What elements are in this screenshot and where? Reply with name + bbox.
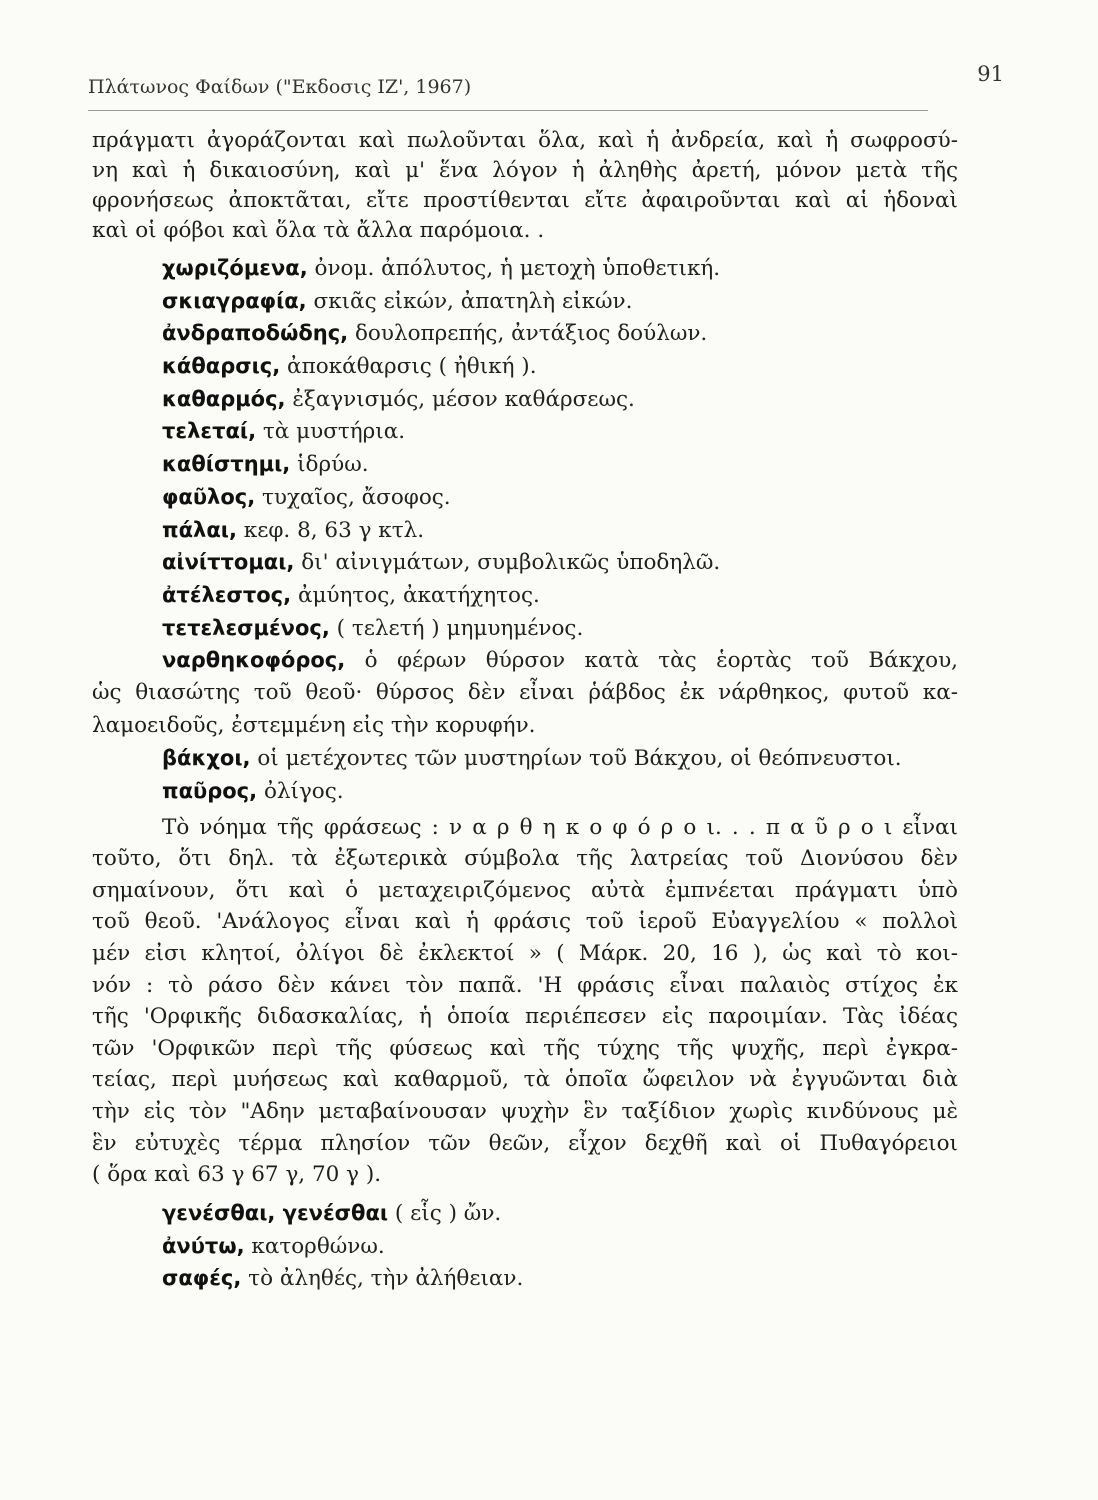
glossary-entry [92, 546, 958, 579]
entry-term: παῦρος, [162, 779, 258, 803]
entry-continuation-line: ὡς θιασώτης τοῦ θεοῦ· θύρσος δὲν εἶναι ῥάβδος ἐκ νάρθηκος, φυτοῦ κα- [92, 679, 958, 705]
glossary-entry [92, 317, 958, 350]
glossary-entry [92, 383, 958, 416]
text-line: ἓν εὐτυχὲς τέρμα πλησίον τῶν θεῶν, εἶχον δεχθῆ καὶ οἱ Πυθαγόρειοι [92, 1130, 958, 1156]
entry-term: καθίστημι, [162, 452, 291, 477]
intro-paragraph [92, 126, 958, 246]
entry-term: πάλαι, [162, 517, 237, 542]
glossary-entry [92, 644, 958, 677]
glossary-entry [92, 285, 958, 318]
running-header [88, 62, 1018, 108]
text-line: καὶ οἱ φόβοι καὶ ὅλα τὰ ἄλλα παρόμοια. . [92, 218, 545, 243]
text-line: τείας, περὶ μυήσεως καὶ καθαρμοῦ, τὰ ὁποῖα ὤφειλον νὰ ἐγγυῶνται διὰ [92, 1067, 958, 1093]
text-line: μέν εἰσι κλητοί, ὀλίγοι δὲ ἐκλεκτοί » ( Μάρκ. 20, 16 ), ὡς καὶ τὸ κοι- [92, 941, 958, 967]
entry-term: καθαρμός, [162, 386, 286, 411]
entry-definition: ἀποκάθαρσις ( ἠθική ). [287, 354, 537, 380]
text-line: σημαίνουν, ὅτι καὶ ὁ μεταχειριζόμενος αὐτὰ ἐμπνέεται πράγματι ὑπὸ [92, 877, 958, 903]
entry-definition: ( τελετή ) μημυημένος. [336, 615, 584, 641]
text-line: τῆς 'Ορφικῆς διδασκαλίας, ἡ ὁποία περιέπεσεν εἰς παροιμίαν. Τὰς ἰδέας [92, 1004, 958, 1030]
entry-definition: δι' αἰνιγμάτων, συμβολικῶς ὑποδηλῶ. [301, 550, 721, 576]
entry-term: κάθαρσις, [162, 354, 281, 379]
glossary-entries-final [92, 1197, 958, 1295]
glossary-entry [92, 579, 958, 612]
entry-definition: κατορθώνω. [251, 1233, 385, 1259]
glossary-entry [92, 1262, 958, 1295]
entry-term: σαφές, [162, 1266, 242, 1291]
entry-term: αἰνίττομαι, [162, 550, 295, 575]
entry-definition: τὸ ἀληθές, τὴν ἀλήθειαν. [248, 1266, 524, 1292]
page-number: 91 [977, 62, 1004, 86]
entry-term: τετελεσμένος, [162, 615, 330, 640]
glossary-entry [92, 514, 958, 547]
entry-definition: ὁ φέρων θύρσον κατὰ τὰς ἑορτὰς τοῦ Βάκχου, [364, 648, 958, 674]
header-rule [88, 110, 928, 111]
entry-term: ἀτέλεστος, [162, 582, 292, 607]
entry-definition: ἀμύητος, ἀκατήχητος. [297, 582, 540, 608]
glossary-entry [92, 612, 958, 645]
entry-term: φαῦλος, [162, 484, 256, 509]
entry-term: τελεταί, [162, 419, 257, 444]
text-line: ( ὅρα καὶ 63 γ 67 γ, 70 γ ). [92, 1162, 382, 1188]
entry-definition: ( εἷς ) ὤν. [394, 1200, 502, 1226]
entry-definition: τὰ μυστήρια. [262, 419, 406, 445]
text-line: τῶν 'Ορφικῶν περὶ τῆς φύσεως καὶ τῆς τύχης τῆς ψυχῆς, περὶ ἐγκρα- [92, 1035, 958, 1061]
glossary-entry [92, 252, 958, 285]
text-line: πράγματι ἀγοράζονται καὶ πωλοῦνται ὅλα, καὶ ἡ ἀνδρεία, καὶ ἡ σωφροσύ- [92, 128, 958, 153]
text-line: νόν : τὸ ράσο δὲν κάνει τὸν παπᾶ. 'Η φράσις εἶναι παλαιὸς στίχος ἐκ [92, 972, 958, 998]
entry-definition: ὀλίγος. [263, 779, 344, 804]
entry-continuation-line: λαμοειδοῦς, ἐστεμμένη εἰς τὴν κορυφήν. [92, 712, 536, 738]
running-title: Πλάτωνος Φαίδων ("Εκδοσις ΙΖ', 1967) [88, 76, 472, 98]
page-body [92, 126, 958, 1295]
glossary-entry [92, 481, 958, 514]
entry-definition: τυχαῖος, ἄσοφος. [262, 484, 451, 510]
entry-term: βάκχοι, [162, 746, 251, 771]
text-line: τὴν εἰς τὸν "Αδην μεταβαίνουσαν ψυχὴν ἓν ταξίδιον χωρὶς κινδύνους μὲ [92, 1099, 958, 1125]
entry-term: γενέσθαι, γενέσθαι [162, 1200, 389, 1225]
entry-term: ἀνύτω, [162, 1233, 245, 1258]
text-line: νη καὶ ἡ δικαιοσύνη, καὶ μ' ἕνα λόγον ἡ ἀληθὴς ἀρετή, μόνον μετὰ τῆς [92, 158, 958, 183]
text-line: Τὸ νόημα τῆς φράσεως : ν α ρ θ η κ ο φ ό ρ ο ι. . . π α ῦ ρ ο ι εἶναι [162, 814, 958, 840]
glossary-entry [92, 448, 958, 481]
entry-term: ἀνδραποδώδης, [162, 321, 349, 346]
entry-definition: ὀνομ. ἀπόλυτος, ἡ μετοχὴ ὑποθετική. [314, 256, 721, 281]
glossary-entry [92, 1230, 958, 1263]
glossary-entry [92, 350, 958, 383]
entry-term: ναρθηκοφόρος, [162, 648, 346, 673]
text-line: τοῦ θεοῦ. 'Ανάλογος εἶναι καὶ ἡ φράσις τοῦ ἱεροῦ Εὐαγγελίου « πολλοὶ [92, 909, 958, 935]
entry-term: σκιαγραφία, [162, 288, 307, 313]
entry-definition: οἱ μετέχοντες τῶν μυστηρίων τοῦ Βάκχου, οἱ θεόπνευστοι. [257, 746, 902, 772]
entry-term: χωριζόμενα, [162, 256, 308, 280]
entry-definition: δουλοπρεπής, ἀντάξιος δούλων. [354, 321, 708, 347]
glossary-entry [92, 742, 958, 775]
glossary-entry [92, 415, 958, 448]
glossary-entry [92, 1197, 958, 1230]
entry-definition: κεφ. 8, 63 γ κτλ. [243, 517, 425, 543]
text-line: φρονήσεως ἀποκτᾶται, εἴτε προστίθενται εἴτε ἀφαιροῦνται καὶ αἱ ἡδοναὶ [92, 188, 958, 213]
glossary-entry [92, 775, 958, 808]
entry-definition: ἐξαγνισμός, μέσον καθάρσεως. [292, 386, 635, 412]
commentary-paragraph [92, 812, 958, 1191]
glossary-entries [92, 252, 958, 808]
entry-definition: σκιᾶς εἰκών, ἀπατηλὴ εἰκών. [313, 288, 633, 314]
entry-definition: ἱδρύω. [297, 452, 369, 478]
text-line: τοῦτο, ὅτι δηλ. τὰ ἐξωτερικὰ σύμβολα τῆς λατρείας τοῦ Διονύσου δὲν [92, 846, 958, 872]
